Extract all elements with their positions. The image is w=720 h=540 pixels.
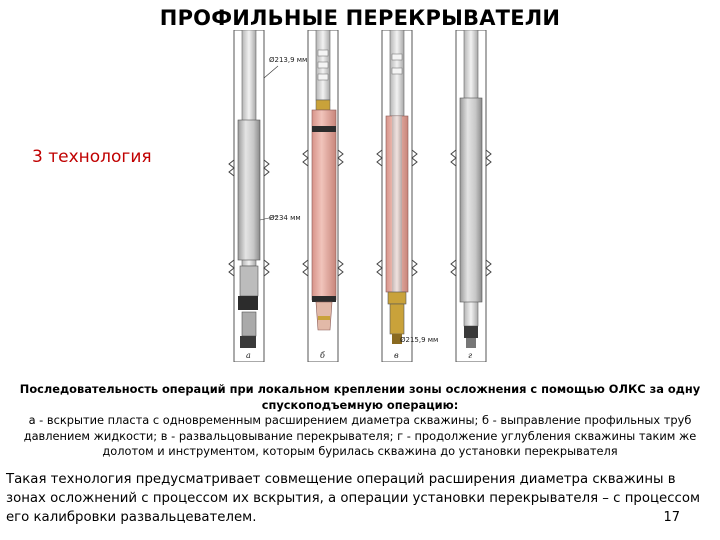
stage-letter-a: а (246, 351, 251, 360)
dim-label-215: Ø215,9 мм (400, 336, 439, 344)
stage-letter-v: в (394, 351, 399, 360)
dim-label-234: Ø234 мм (269, 214, 301, 222)
dim-label-213: Ø213,9 мм (269, 56, 308, 64)
caption-title: Последовательность операций при локальном креплении зоны осложнения с помощью ОЛКС за одну спускоподъемную операцию: (19, 382, 701, 412)
stage-b-tool (303, 30, 343, 362)
caption-text: а - вскрытие пласта с одновременным расширением диаметра скважины; б - выправление профильных труб давлением жидкости; в - развальцовывание перекрывателя; г - продолжение углубления скважины таким же долотом и инструментом, которым бурилась скважина до установки перекрывателя (23, 413, 697, 458)
technology-label: 3 технология (32, 147, 152, 167)
stage-letter-g: г (468, 351, 473, 360)
stage-v-tool (377, 30, 417, 362)
page-number: 17 (663, 510, 680, 525)
body-paragraph: Такая технология предусматривает совмещение операций расширения диаметра скважины в зонах осложнений с процессом их вскрытия, а операции установки перекрывателя – с процессом его калибровки развальцевателем. (6, 472, 701, 525)
page-title: ПРОФИЛЬНЫЕ ПЕРЕКРЫВАТЕЛИ (159, 6, 561, 30)
stage-a-tool (229, 30, 278, 362)
figure-svg (212, 30, 512, 362)
figure-caption (4, 382, 716, 460)
stage-g-tool (451, 30, 491, 362)
overlap-tool-figure (212, 30, 512, 362)
stage-letter-b: б (320, 351, 325, 360)
